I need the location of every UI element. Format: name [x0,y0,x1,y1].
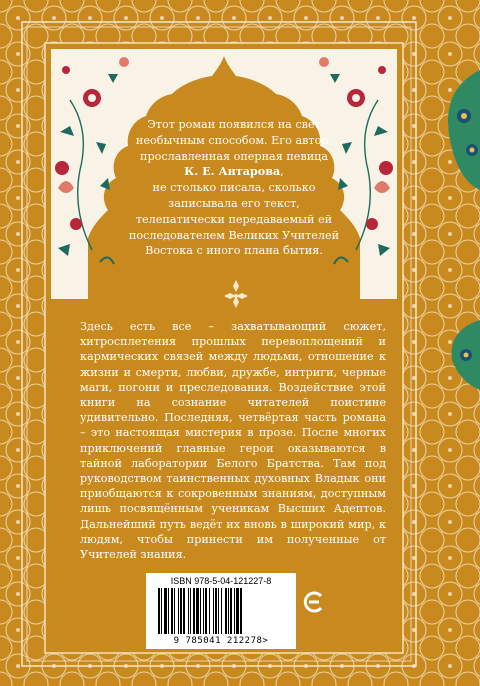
intro-line: необычным способом. Его автор, [135,133,333,147]
barcode-bar [164,588,167,634]
publisher-logo-icon [303,590,325,614]
intro-line: Востока с иного плана бытия. [145,244,323,258]
author-suffix: , [280,165,284,179]
barcode-bar [183,588,185,634]
author-line [120,164,348,180]
description-text: Здесь есть все – захватывающий сюжет, хитросплетения прошлых перевоплощений и кармических связей между людьми, отношение к жизни и смерти, любви, дружбе, интриги, черные маги, погони и преследования. Воздействие этой книги на сознание читателей поистине удивительно. Последняя, четвёртая часть романа – это настоящая мистерия в прозе. После многих приключений главные герои оказываются в тайной лаборатории Белого Братства. Там под руководством таинственных духовных Владык они приобщаются к сокровенным знаниям, доступным лишь посвящённым ученикам Высших Адептов. Дальнейший путь ведёт их вновь в широкий мир, к людям, чтобы принести им полученные от Учителей знания. [80,320,386,562]
barcode-bar [236,588,239,634]
barcode-bar [228,588,229,634]
intro-line: не столько писала, сколько [152,181,316,195]
barcode-bar [240,588,242,634]
barcode-bar [215,588,217,634]
barcode-bar [203,588,204,634]
intro-line: записывала его текст, [168,196,300,210]
barcode-bar [230,588,232,634]
barcode-bar [171,588,173,634]
barcode-bar [218,588,219,634]
isbn-label: ISBN 978-5-04-121227-8 [170,576,272,586]
author-name: К. Е. Антарова [184,164,281,179]
barcode-bar [196,588,199,634]
barcode-bar [158,588,160,634]
intro-line: прославленная оперная певица [139,149,329,163]
barcode-bar [221,588,222,634]
barcode-bar [225,588,227,634]
barcode-bar [188,588,189,634]
barcode-bar [161,588,162,634]
barcode-bar [209,588,210,634]
intro-line: последователем Великих Учителей [128,228,340,242]
intro-text [120,117,348,259]
barcode-bar [178,588,179,634]
barcode-bar [205,588,207,634]
barcode-bar [180,588,182,634]
intro-line: Этот роман появился на свет [147,118,321,131]
barcode [146,573,296,649]
barcode-number: 9 785041 212278 [173,636,263,646]
barcode-bar [200,588,201,634]
peacock-feather-icon [430,60,480,400]
barcode-digits [146,636,296,646]
barcode-bar [234,588,235,634]
barcode-bar [174,588,175,634]
intro-line: телепатически передаваемый ей [135,212,333,226]
barcode-bar [213,588,214,634]
barcode-bar [193,588,195,634]
barcode-bar [168,588,169,634]
barcode-bar [190,588,191,634]
barcode-quiet-mark: > [262,636,269,646]
